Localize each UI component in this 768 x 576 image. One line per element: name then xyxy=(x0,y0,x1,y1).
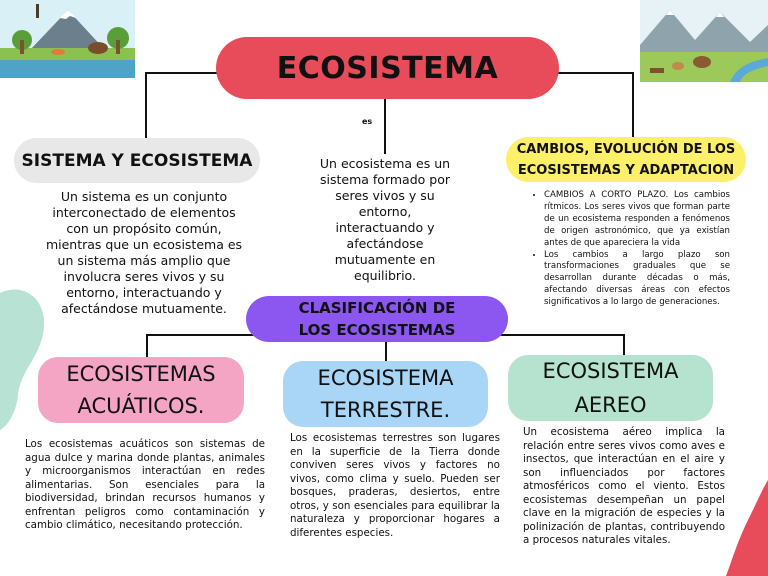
terrestre-node xyxy=(283,361,488,427)
acuaticos-line1: ECOSISTEMAS xyxy=(66,362,216,386)
cambios-heading-line1: CAMBIOS, EVOLUCIÓN DE LOS xyxy=(516,141,736,157)
clasificacion-line2: LOS ECOSISTEMAS xyxy=(298,321,456,339)
aereo-text: Un ecosistema aéreo implica la relación entre seres vivos como aves e insectos, que interactúan en el aire y son influenciados por factores atmosféricos como el viento. Estos ecosistemas desempeñan un papel clave en la migración de especies y la polinización de plantas, contribuyendo a procesos naturales vitales. xyxy=(523,426,725,546)
title-node xyxy=(216,37,559,99)
connector-clas-right-v xyxy=(623,334,625,356)
acuaticos-node xyxy=(38,357,244,423)
connector-title-left-h xyxy=(146,72,218,74)
connector-title-left-v xyxy=(145,72,147,140)
connector-clas-center-v xyxy=(385,340,387,361)
connector-label: es xyxy=(362,117,373,126)
connector-title-right-v xyxy=(632,72,634,138)
cambios-item-long-term: • Los cambios a largo plazo son transformaciones graduales que se desarrollan durante décadas o más, afectando diversas áreas con efectos significativos a lo largo de generaciones. xyxy=(544,250,730,310)
cambios-list xyxy=(530,190,730,309)
connector-title-right-h xyxy=(557,72,633,74)
red-blob-decoration xyxy=(718,480,768,576)
clasificacion-node xyxy=(246,296,508,342)
connector-title-center-v xyxy=(384,99,386,154)
title-text: ECOSISTEMA xyxy=(276,50,499,86)
sistema-text: Un sistema es un conjunto interconectado de elementos con un propósito común, mientras que un ecosistema es un sistema más amplio que involucra seres vivos y su entorno, interactuando y afectándose mutuamente. xyxy=(45,189,243,316)
cambios-node xyxy=(506,137,746,182)
ecosystem-definition: Un ecosistema es un sistema formado por seres vivos y su entorno, interactuando y afectándose mutuamente en equilibrio. xyxy=(319,156,451,283)
terrestre-line1: ECOSISTEMA xyxy=(317,366,454,390)
sistema-node xyxy=(14,138,260,183)
aereo-line1: ECOSISTEMA xyxy=(542,359,679,383)
cambios-heading-line2: ECOSISTEMAS Y ADAPTACION xyxy=(517,162,735,178)
landscape-illustration-left xyxy=(0,0,135,78)
aereo-node xyxy=(508,355,713,421)
acuaticos-line2: ACUÁTICOS. xyxy=(77,394,205,418)
clasificacion-line1: CLASIFICACIÓN DE xyxy=(298,299,456,317)
aereo-line2: AEREO xyxy=(574,393,647,417)
acuaticos-text: Los ecosistemas acuáticos son sistemas de agua dulce y marina donde plantas, animales y microorganismos interactúan en redes alimentarias. Son esenciales para la biodiversidad, brindan recursos humanos y enfrentan peligros como contaminación y cambio climático, necesitando protección. xyxy=(25,438,265,531)
cambios-item-short-term: • CAMBIOS A CORTO PLAZO. Los cambios rítmicos. Los seres vivos que forman parte de un ecosistema responden a fenómenos de origen astronómico, que ya existían antes de que apareciera la vida xyxy=(544,190,730,250)
terrestre-line2: TERRESTRE. xyxy=(320,398,451,422)
landscape-illustration-right xyxy=(640,0,768,82)
connector-clas-left-v xyxy=(146,334,148,359)
sistema-heading: SISTEMA Y ECOSISTEMA xyxy=(21,150,253,171)
terrestre-text: Los ecosistemas terrestres son lugares en la superficie de la Tierra donde conviven seres vivos y factores no vivos, como clima y suelo. Pueden ser bosques, praderas, desiertos, entre otros, y son esenciales para equilibrar la naturaleza y proporcionar hogares a diferentes especies. xyxy=(290,432,500,539)
